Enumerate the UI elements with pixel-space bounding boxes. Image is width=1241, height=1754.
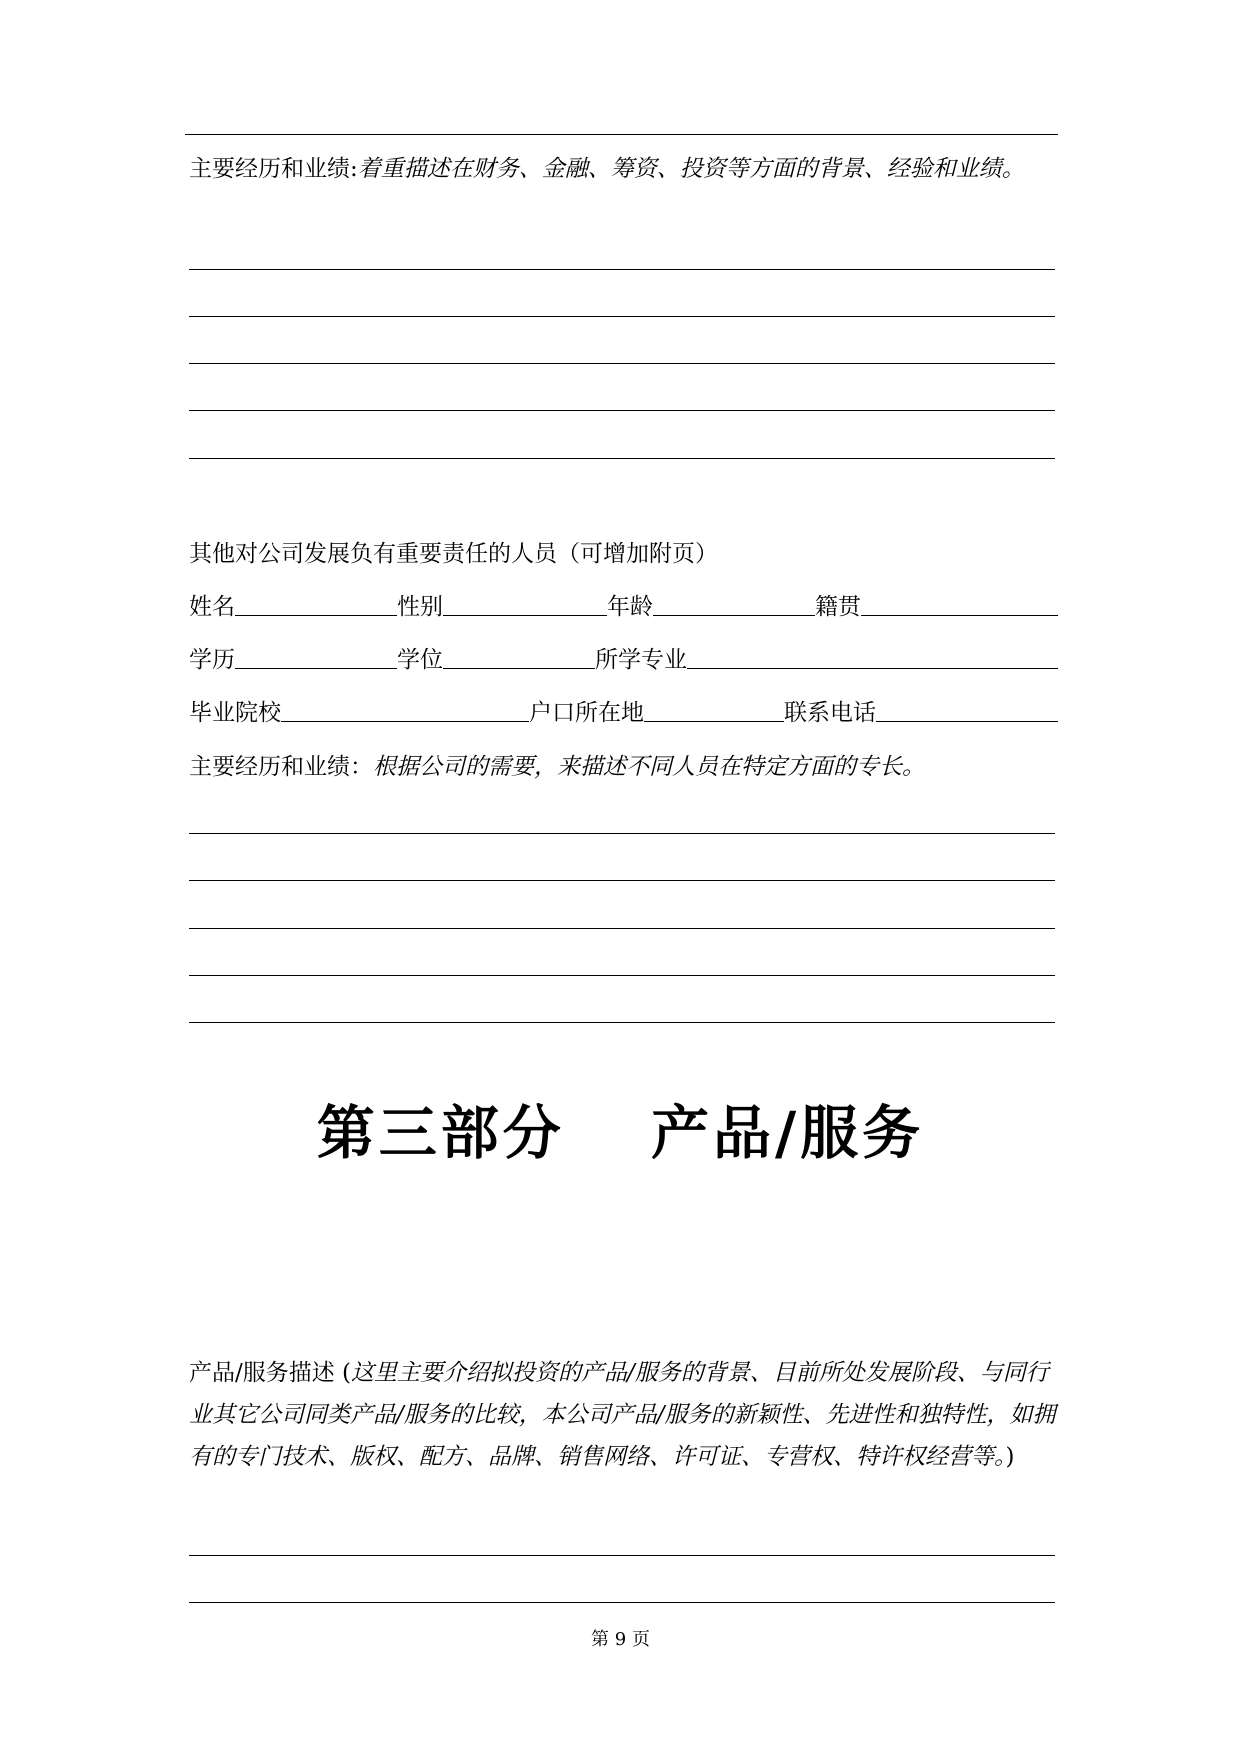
- experience-paragraph-1: [189, 148, 1058, 190]
- product-description-label: 产品/服务描述: [189, 1360, 335, 1386]
- answer-line[interactable]: [189, 269, 1058, 270]
- answer-line[interactable]: [189, 1022, 1058, 1023]
- experience-hint-1: 着重描述在财务、金融、筹资、投资等方面的背景、经验和业绩。: [357, 156, 1025, 182]
- form-row-personal: [189, 588, 1058, 622]
- page-number: 第 9 页: [591, 1629, 650, 1650]
- major-field[interactable]: [687, 668, 1058, 669]
- experience-paragraph-2: [189, 746, 1058, 788]
- product-description-paragraph: [189, 1352, 1058, 1478]
- education-label: 学历: [189, 647, 235, 673]
- phone-field[interactable]: [876, 721, 1058, 722]
- answer-line[interactable]: [189, 316, 1058, 317]
- age-field[interactable]: [653, 615, 815, 616]
- major-label: 所学专业: [595, 647, 687, 673]
- answer-line[interactable]: [189, 1602, 1058, 1603]
- degree-field[interactable]: [443, 668, 595, 669]
- answer-line[interactable]: [189, 458, 1058, 459]
- hukou-label: 户口所在地: [529, 700, 644, 726]
- open-paren: (: [334, 1360, 352, 1386]
- school-label: 毕业院校: [189, 700, 281, 726]
- school-field[interactable]: [281, 721, 529, 722]
- answer-line[interactable]: [189, 928, 1058, 929]
- close-paren: ): [1005, 1444, 1015, 1470]
- product-description-hint: 这里主要介绍拟投资的产品/服务的背景、目前所处发展阶段、与同行业其它公司同类产品/服务的比较，本公司产品/服务的新颖性、先进性和独特性，如拥有的专门技术、版权、配方、品牌、销售网络、许可证、专营权、特许权经营等。: [189, 1360, 1056, 1470]
- native-place-field[interactable]: [861, 615, 1058, 616]
- form-row-contact: [189, 694, 1058, 728]
- answer-line[interactable]: [189, 363, 1058, 364]
- answer-line[interactable]: [189, 833, 1058, 834]
- other-staff-heading: 其他对公司发展负有重要责任的人员（可增加附页）: [189, 541, 718, 567]
- age-label: 年龄: [607, 594, 653, 620]
- native-place-label: 籍贯: [815, 594, 861, 620]
- answer-line[interactable]: [189, 880, 1058, 881]
- answer-line[interactable]: [189, 410, 1058, 411]
- name-field[interactable]: [235, 615, 397, 616]
- answer-line[interactable]: [189, 1555, 1058, 1556]
- education-field[interactable]: [235, 668, 397, 669]
- name-label: 姓名: [189, 594, 235, 620]
- phone-label: 联系电话: [784, 700, 876, 726]
- experience-hint-2: 根据公司的需要，来描述不同人员在特定方面的专长。: [373, 754, 925, 780]
- gender-label: 性别: [397, 594, 443, 620]
- section-title: 第三部分 产品/服务: [316, 1099, 925, 1167]
- answer-line[interactable]: [189, 975, 1058, 976]
- degree-label: 学位: [397, 647, 443, 673]
- gender-field[interactable]: [443, 615, 607, 616]
- hukou-field[interactable]: [644, 721, 784, 722]
- experience-label-1: 主要经历和业绩:: [189, 156, 358, 182]
- top-divider: [185, 134, 1058, 135]
- form-row-education: [189, 641, 1058, 675]
- experience-label-2: 主要经历和业绩：: [189, 754, 373, 780]
